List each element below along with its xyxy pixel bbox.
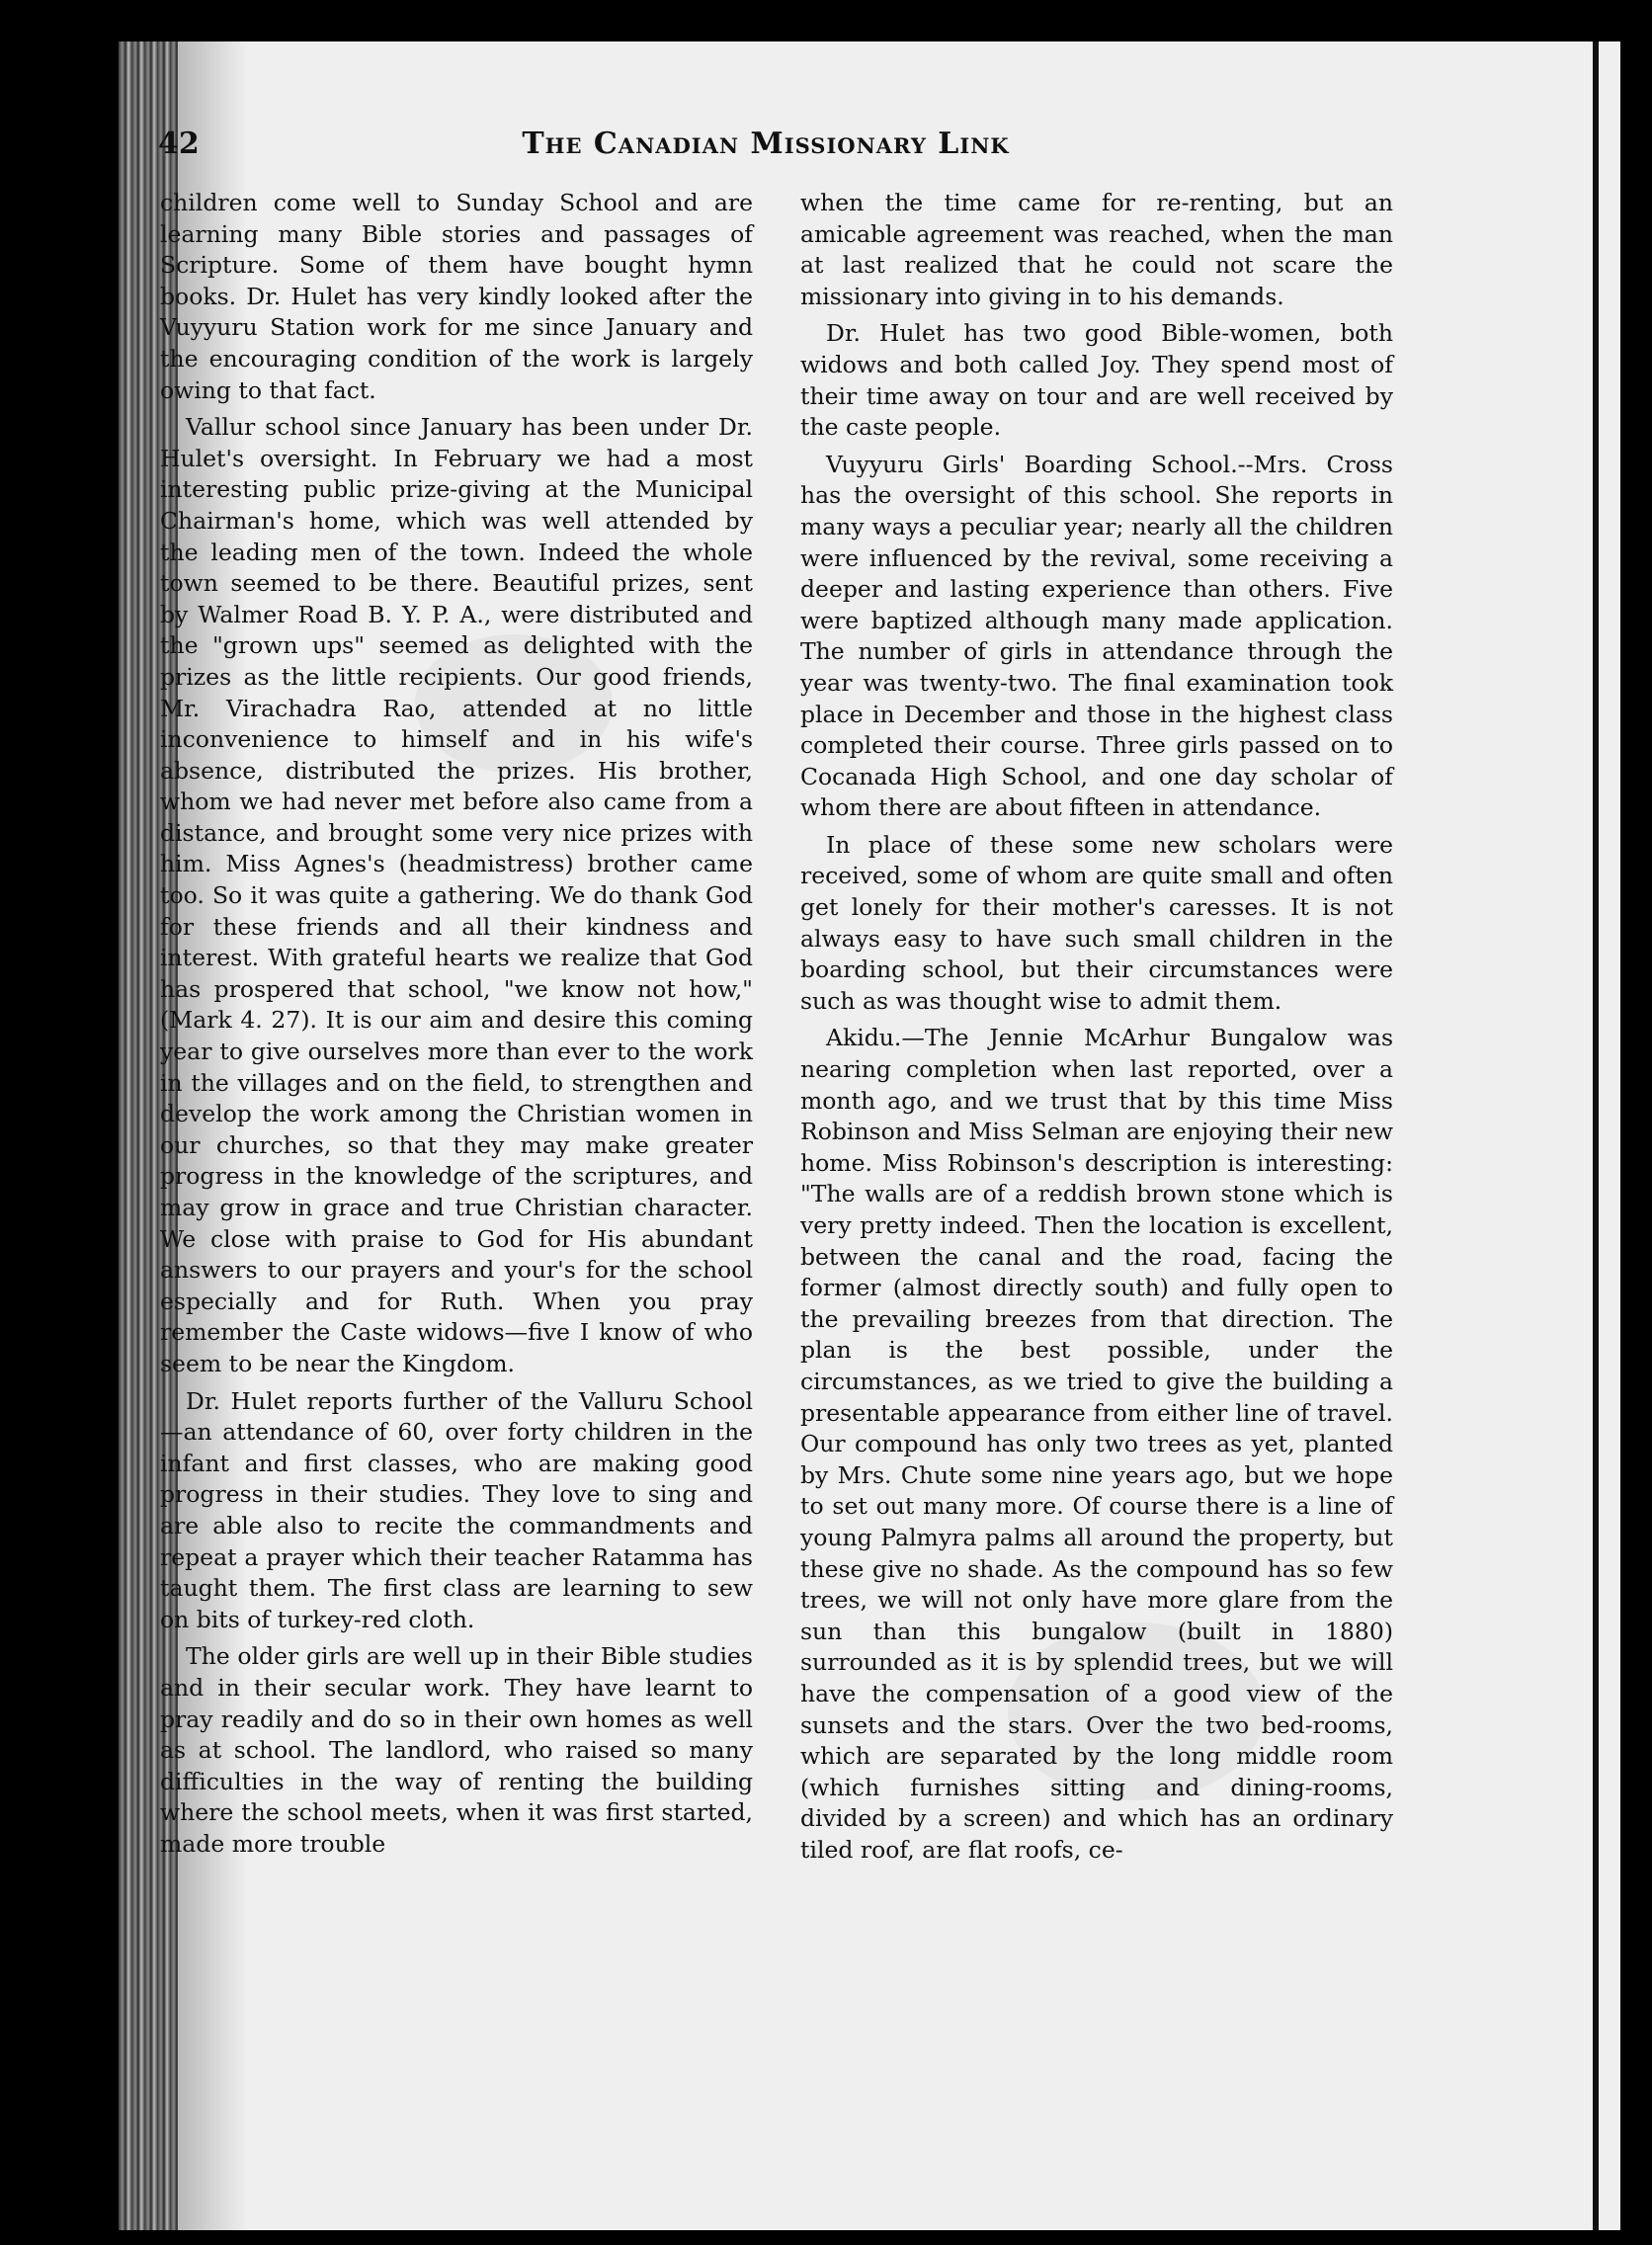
right-column	[800, 188, 1393, 1871]
paragraph: Vallur school since January has been under Dr. Hulet's oversight. In February we had a most interesting public prize-giving at the Municipal Chairman's home, which was well attended by the leading men of the town. Indeed the whole town seemed to be there. Beautiful prizes, sent by Walmer Road B. Y. P. A., were distributed and the "grown ups" seemed as delighted with the prizes as the little recipients. Our good friends, Mr. Virachadra Rao, attended at no little inconvenience to himself and in his wife's absence, distributed the prizes. His brother, whom we had never met before also came from a distance, and brought some very nice prizes with him. Miss Agnes's (headmistress) brother came too. So it was quite a gathering. We do thank God for these friends and all their kindness and interest. With grateful hearts we realize that God has prospered that school, "we know not how," (Mark 4. 27). It is our aim and desire this coming year to give ourselves more than ever to the work in the villages and on the field, to strengthen and develop the work among the Christian women in our churches, so that they may make greater progress in the knowledge of the scriptures, and may grow in grace and true Christian character. We close with praise to God for His abundant answers to our prayers and your's for the school especially and for Ruth. When you pray remember the Caste widows—five I know of who seem to be near the Kingdom.	[160, 413, 753, 1377]
paragraph: Akidu.—The Jennie McArhur Bungalow was nearing completion when last reported, over a month ago, and we trust that by this time Miss Robinson and Miss Selman are enjoying their new home. Miss Robinson's description is interesting: "The walls are of a reddish brown stone which is very pretty indeed. Then the location is excellent, between the canal and the road, facing the former (almost directly south) and fully open to the prevailing breezes from that direction. The plan is the best possible, under the circumstances, as we tried to give the building a presentable appearance from either line of travel. Our compound has only two trees as yet, planted by Mrs. Chute some nine years ago, but we hope to set out many more. Of course there is a line of young Palmyra palms all around the property, but these give no shade. As the compound has so few trees, we will not only have more glare from the sun than this bungalow (built in 1880) surrounded as it is by splendid trees, but we will have the compensation of a good view of the sunsets and the stars. Over the two bed-rooms, which are separated by the long middle room (which furnishes sitting and dining-rooms, divided by a screen) and which has an ordinary tiled roof, are flat roofs, ce-	[800, 1024, 1393, 1864]
paragraph: children come well to Sunday School and are learning many Bible stories and passages of Scripture. Some of them have bought hymn books. Dr. Hulet has very kindly looked after the Vuyyuru Station work for me since January and the encouraging condition of the work is largely owing to that fact.	[160, 189, 753, 404]
left-column	[160, 188, 753, 1866]
paragraph: Vuyyuru Girls' Boarding School.--Mrs. Cross has the oversight of this school. She reports in many ways a peculiar year; nearly all the children were influenced by the revival, some receiving a deeper and lasting experience than others. Five were baptized although many made application. The number of girls in attendance through the year was twenty-two. The final examination took place in December and those in the highest class completed their course. Three girls passed on to Cocanada High School, and one day scholar of whom there are about fifteen in attendance.	[800, 450, 1393, 822]
paragraph: The older girls are well up in their Bible studies and in their secular work. They have learnt to pray readily and do so in their own homes as well as at school. The landlord, who raised so many difficulties in the way of renting the building where the school meets, when it was first started, made more trouble	[160, 1642, 753, 1858]
page-header	[158, 126, 1314, 166]
page-number: 42	[158, 126, 200, 161]
paragraph: Dr. Hulet reports further of the Valluru School—an attendance of 60, over forty children in the infant and first classes, who are making good progress in their studies. They love to sing and are able also to recite the commandments and repeat a prayer which their teacher Ratamma has taught them. The first class are learning to sew on bits of turkey-red cloth.	[160, 1386, 753, 1633]
running-title: The Canadian Missionary Link	[522, 126, 1010, 161]
paragraph: In place of these some new scholars were received, some of whom are quite small and often get lonely for their mother's caresses. It is not always easy to have such small children in the boarding school, but their circumstances were such as was thought wise to admit them.	[800, 830, 1393, 1015]
paragraph: when the time came for re-renting, but an amicable agreement was reached, when the man at last realized that he could not scare the missionary into giving in to his demands.	[800, 189, 1393, 310]
page-edge	[1593, 42, 1599, 2230]
paragraph: Dr. Hulet has two good Bible-women, both widows and both called Joy. They spend most of their time away on tour and are well received by the caste people.	[800, 319, 1393, 442]
